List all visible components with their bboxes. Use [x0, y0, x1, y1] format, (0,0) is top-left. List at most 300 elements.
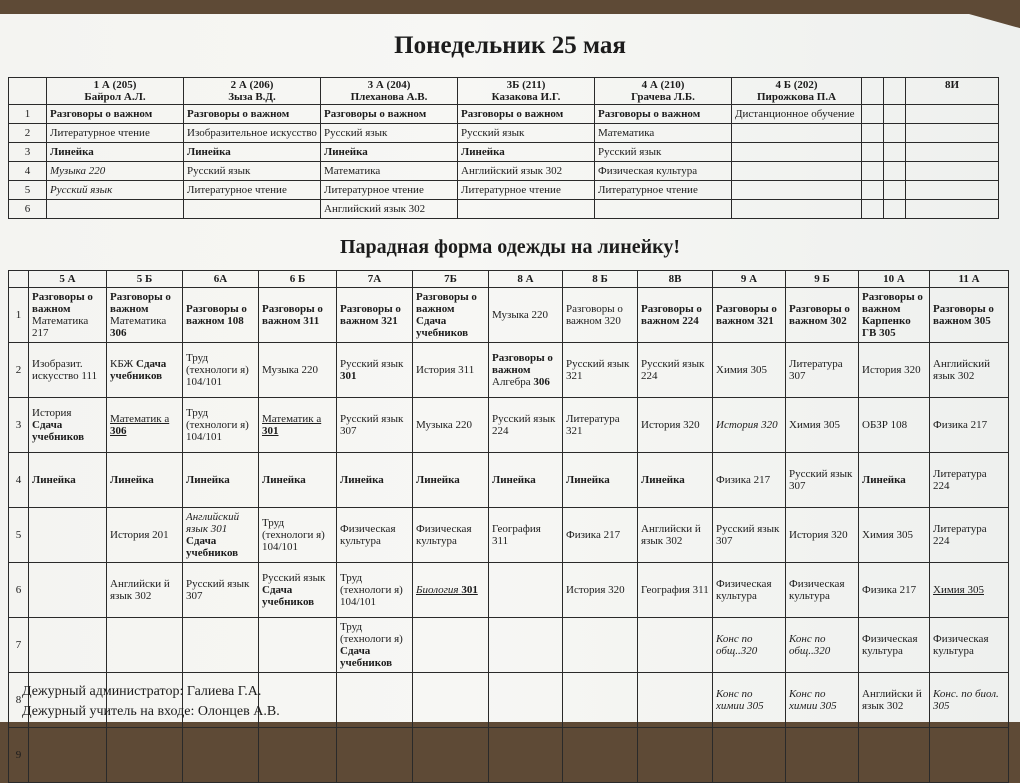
lesson-cell — [489, 728, 563, 783]
lesson-number: 2 — [9, 124, 47, 143]
lesson-cell — [884, 200, 906, 219]
lesson-cell — [930, 618, 1009, 673]
lesson-cell: Музыка 220 — [47, 162, 184, 181]
lesson-text: Линейка — [641, 474, 685, 486]
lesson-cell — [862, 124, 884, 143]
primary-schedule-table — [8, 77, 999, 219]
lesson-cell — [337, 728, 413, 783]
lesson-cell — [906, 105, 999, 124]
lesson-text: Линейка — [566, 474, 610, 486]
class-header-cell: 10 А — [859, 271, 930, 288]
lesson-cell: Разговоры о важном — [47, 105, 184, 124]
lesson-cell — [862, 105, 884, 124]
lesson-text: Физическая культура — [340, 523, 396, 547]
lesson-cell: Математика — [595, 124, 732, 143]
lesson-text: Русский язык 224 — [641, 358, 705, 382]
lesson-cell — [862, 143, 884, 162]
class-name: 3 А (204) — [367, 79, 411, 91]
lesson-cell: Литературное чтение — [321, 181, 458, 200]
lesson-cell: Русский язык — [321, 124, 458, 143]
lesson-cell — [29, 728, 107, 783]
lesson-cell — [595, 200, 732, 219]
lesson-text: Разговоры о важном — [262, 303, 323, 327]
class-name: 3Б (211) — [506, 79, 546, 91]
lesson-cell — [184, 200, 321, 219]
lesson-cell — [563, 728, 638, 783]
lesson-text: Физическая культура — [862, 633, 918, 657]
lesson-text: Английски й язык 302 — [641, 523, 701, 547]
lesson-cell: Физическая культура — [595, 162, 732, 181]
lesson-text: Русский язык 307 — [789, 468, 853, 492]
lesson-cell — [859, 618, 930, 673]
lesson-text: Линейка — [340, 474, 384, 486]
lesson-cell — [884, 143, 906, 162]
lesson-cell: Литературное чтение — [458, 181, 595, 200]
lesson-number: 9 — [9, 728, 29, 783]
lesson-text: 301 — [262, 425, 279, 437]
lesson-cell: Линейка — [321, 143, 458, 162]
lesson-text: Русский язык 307 — [340, 413, 404, 437]
lesson-cell — [413, 508, 489, 563]
lesson-text: Труд (технологи я) — [340, 621, 403, 645]
lesson-cell — [859, 673, 930, 728]
lesson-cell: Литературное чтение — [595, 181, 732, 200]
lesson-text: Английский язык 302 — [933, 358, 991, 382]
lesson-cell — [713, 728, 786, 783]
corner-cell — [9, 78, 47, 105]
lesson-text: Математик а — [110, 413, 170, 425]
lesson-cell — [638, 508, 713, 563]
lesson-cell — [337, 563, 413, 618]
lesson-cell: Русский язык — [184, 162, 321, 181]
lesson-text: История 320 — [566, 584, 625, 596]
lesson-text: 311 — [303, 315, 320, 327]
lesson-cell — [563, 673, 638, 728]
lesson-number: 5 — [9, 508, 29, 563]
lesson-cell: Разговоры о важном — [458, 105, 595, 124]
class-header-cell — [321, 78, 458, 105]
lesson-text: Русский язык 321 — [566, 358, 630, 382]
lesson-number: 2 — [9, 343, 29, 398]
lesson-cell: Английский язык 302 — [458, 162, 595, 181]
class-header-cell: 7А — [337, 271, 413, 288]
lesson-text: История 320 — [862, 364, 921, 376]
lesson-cell — [930, 508, 1009, 563]
lesson-text: Английский язык 301 — [186, 511, 240, 535]
lesson-text: Химия 305 — [862, 529, 913, 541]
class-name: 2 А (206) — [230, 79, 274, 91]
lesson-cell — [859, 453, 930, 508]
lesson-cell — [337, 508, 413, 563]
lesson-cell — [930, 453, 1009, 508]
table-row — [9, 618, 1009, 673]
lesson-text: Литература 224 — [933, 523, 987, 547]
lesson-text: Сдача учебников — [340, 645, 393, 669]
lesson-text: Сдача учебников — [110, 358, 167, 382]
lesson-text: Литература 224 — [933, 468, 987, 492]
lesson-cell — [713, 618, 786, 673]
lesson-cell — [29, 453, 107, 508]
duty-administrator: Дежурный администратор: Галиева Г.А. — [22, 684, 262, 699]
lesson-text: Конс по химии 305 — [789, 688, 837, 712]
lesson-text: Разговоры о важном — [492, 352, 553, 376]
lesson-cell — [413, 618, 489, 673]
lesson-cell — [884, 181, 906, 200]
lesson-text: Литература 307 — [789, 358, 843, 382]
lesson-cell — [859, 508, 930, 563]
lesson-cell — [29, 398, 107, 453]
lesson-cell — [337, 453, 413, 508]
lesson-cell — [859, 288, 930, 343]
class-header-cell: 6 Б — [259, 271, 337, 288]
class-header-cell — [47, 78, 184, 105]
lesson-text: История 311 — [416, 364, 475, 376]
class-header-cell — [732, 78, 862, 105]
lesson-text: Литература 321 — [566, 413, 620, 437]
table2-header-row — [9, 271, 1009, 288]
lesson-text: Математик а — [262, 413, 322, 425]
lesson-cell: Дистанционное обучение — [732, 105, 862, 124]
lesson-cell — [259, 288, 337, 343]
lesson-cell — [489, 453, 563, 508]
class-header-cell: 8 Б — [563, 271, 638, 288]
lesson-cell — [413, 453, 489, 508]
lesson-number: 3 — [9, 143, 47, 162]
lesson-cell — [906, 162, 999, 181]
lesson-cell — [732, 124, 862, 143]
lesson-cell — [638, 618, 713, 673]
lesson-cell: Русский язык — [458, 124, 595, 143]
table-row — [9, 288, 1009, 343]
lesson-cell — [489, 508, 563, 563]
lesson-cell — [29, 288, 107, 343]
lesson-cell — [29, 343, 107, 398]
lesson-text: Английски й язык 302 — [862, 688, 922, 712]
lesson-cell — [786, 673, 859, 728]
lesson-text: Разговоры о важном — [186, 303, 247, 327]
lesson-cell — [859, 398, 930, 453]
lesson-number: 1 — [9, 105, 47, 124]
class-header-cell — [906, 78, 999, 105]
lesson-cell — [183, 453, 259, 508]
lesson-text: Разговоры о важном 224 — [641, 303, 702, 327]
lesson-number: 3 — [9, 398, 29, 453]
lesson-cell — [259, 618, 337, 673]
lesson-cell — [563, 508, 638, 563]
lesson-cell: Литературное чтение — [47, 124, 184, 143]
lesson-cell — [337, 343, 413, 398]
class-teacher: Пирожкова П.А — [756, 91, 837, 103]
lesson-cell — [930, 673, 1009, 728]
lesson-cell — [859, 728, 930, 783]
lesson-cell — [563, 398, 638, 453]
lesson-text: Русский язык 224 — [492, 413, 556, 437]
lesson-text: Русский язык — [262, 572, 326, 584]
class-header-cell — [458, 78, 595, 105]
class-header-cell — [884, 78, 906, 105]
lesson-text: Труд (технологи я) 104/101 — [186, 407, 249, 443]
lesson-cell — [183, 398, 259, 453]
lesson-cell — [906, 143, 999, 162]
lesson-text: Физика 217 — [862, 584, 917, 596]
lesson-text: География 311 — [641, 584, 709, 596]
class-header-cell: 8 А — [489, 271, 563, 288]
lesson-number: 1 — [9, 288, 29, 343]
table1-header-row — [9, 78, 999, 105]
lesson-text: Физика 217 — [933, 419, 988, 431]
lesson-text: Русский язык 307 — [186, 578, 250, 602]
lesson-text: Химия 305 — [716, 364, 767, 376]
lesson-cell — [183, 343, 259, 398]
table-row — [9, 508, 1009, 563]
lesson-text: История 320 — [716, 419, 778, 431]
lesson-cell — [259, 563, 337, 618]
lesson-cell — [259, 398, 337, 453]
lesson-cell: Русский язык — [595, 143, 732, 162]
lesson-text: Труд (технологи я) 104/101 — [186, 352, 249, 388]
lesson-text: История — [32, 407, 72, 419]
lesson-cell — [713, 288, 786, 343]
lesson-text: Разговоры о важном 321 — [716, 303, 777, 327]
lesson-cell — [713, 563, 786, 618]
dress-code-note: Парадная форма одежды на линейку! — [339, 236, 681, 258]
table-row — [9, 181, 999, 200]
lesson-text: Химия 305 — [789, 419, 840, 431]
lesson-cell — [183, 288, 259, 343]
class-teacher: Байрол А.Л. — [84, 91, 146, 103]
lesson-cell — [107, 288, 183, 343]
lesson-cell: Русский язык — [47, 181, 184, 200]
lesson-cell — [786, 398, 859, 453]
lesson-cell — [732, 143, 862, 162]
lesson-cell — [906, 181, 999, 200]
table-row — [9, 453, 1009, 508]
table-row — [9, 200, 999, 219]
lesson-cell — [786, 453, 859, 508]
lesson-text: Конс по общ..320 — [716, 633, 758, 657]
lesson-cell — [563, 453, 638, 508]
lesson-cell — [337, 398, 413, 453]
lesson-cell — [563, 618, 638, 673]
lesson-cell — [413, 343, 489, 398]
class-name: 1 А (205) — [93, 79, 137, 91]
lesson-text: Линейка — [262, 474, 306, 486]
lesson-text: История 201 — [110, 529, 169, 541]
lesson-cell — [489, 288, 563, 343]
lesson-cell — [29, 563, 107, 618]
lesson-text: Физическая культура — [416, 523, 472, 547]
class-header-cell: 5 А — [29, 271, 107, 288]
lesson-text: Алгебра — [492, 376, 534, 388]
lesson-text: Физическая культура — [716, 578, 772, 602]
lesson-text: Разговоры о важном 320 — [566, 303, 623, 327]
lesson-cell — [413, 728, 489, 783]
lesson-number: 4 — [9, 162, 47, 181]
lesson-text: Биология — [416, 584, 462, 596]
lesson-text: Линейка — [416, 474, 460, 486]
lesson-cell — [183, 508, 259, 563]
lesson-cell — [337, 618, 413, 673]
lesson-text: Разговоры о важном — [110, 291, 171, 315]
lesson-text: 301 — [340, 370, 357, 382]
class-header-cell: 11 А — [930, 271, 1009, 288]
table-row — [9, 143, 999, 162]
lesson-cell — [413, 673, 489, 728]
lesson-cell — [563, 563, 638, 618]
lesson-cell — [786, 288, 859, 343]
lesson-cell — [638, 453, 713, 508]
lesson-cell — [930, 343, 1009, 398]
lesson-cell — [259, 508, 337, 563]
lesson-cell: Линейка — [184, 143, 321, 162]
class-header-cell: 7Б — [413, 271, 489, 288]
lesson-cell: Разговоры о важном — [184, 105, 321, 124]
lesson-cell: Линейка — [47, 143, 184, 162]
lesson-text: 306 — [110, 327, 127, 339]
lesson-cell: Изобразительное искусство — [184, 124, 321, 143]
class-header-cell: 9 Б — [786, 271, 859, 288]
class-header-cell: 8В — [638, 271, 713, 288]
page-title: Понедельник 25 мая — [394, 32, 626, 59]
lesson-text: ОБЗР 108 — [862, 419, 908, 431]
lesson-cell — [930, 398, 1009, 453]
lesson-number: 8 — [9, 673, 29, 728]
lesson-cell — [413, 563, 489, 618]
lesson-cell — [107, 563, 183, 618]
lesson-text: Труд (технологи я) 104/101 — [262, 517, 325, 553]
lesson-text: Музыка 220 — [492, 309, 549, 321]
lesson-text: Линейка — [186, 474, 230, 486]
lesson-text: Труд (технологи я) 104/101 — [340, 572, 403, 608]
lesson-cell — [884, 162, 906, 181]
lesson-cell — [107, 618, 183, 673]
lesson-cell — [107, 398, 183, 453]
lesson-cell — [638, 673, 713, 728]
lesson-cell — [259, 343, 337, 398]
table-row — [9, 162, 999, 181]
lesson-cell: Литературное чтение — [184, 181, 321, 200]
lesson-text: Конс. по биол. 305 — [933, 688, 999, 712]
lesson-cell — [563, 343, 638, 398]
lesson-cell — [732, 200, 862, 219]
lesson-cell — [906, 200, 999, 219]
duty-teacher: Дежурный учитель на входе: Олонцев А.В. — [22, 704, 280, 719]
lesson-cell — [638, 343, 713, 398]
lesson-cell — [489, 398, 563, 453]
lesson-text: История 320 — [641, 419, 700, 431]
lesson-cell — [183, 563, 259, 618]
lesson-cell — [862, 181, 884, 200]
lesson-cell — [930, 728, 1009, 783]
lesson-cell — [638, 563, 713, 618]
lesson-text: Химия 305 — [933, 584, 984, 596]
lesson-cell: Математика — [321, 162, 458, 181]
lesson-number: 5 — [9, 181, 47, 200]
class-name: 4 А (210) — [641, 79, 685, 91]
lesson-cell — [107, 728, 183, 783]
lesson-cell — [862, 200, 884, 219]
corner-cell — [9, 271, 29, 288]
lesson-text: Линейка — [492, 474, 536, 486]
lesson-cell — [29, 508, 107, 563]
lesson-text: Физика 217 — [566, 529, 621, 541]
lesson-number: 6 — [9, 563, 29, 618]
class-teacher: Плеханова А.В. — [350, 91, 428, 103]
lesson-text: Русский язык 307 — [716, 523, 780, 547]
lesson-cell — [786, 728, 859, 783]
lesson-cell — [786, 508, 859, 563]
class-header-cell — [862, 78, 884, 105]
lesson-text: Русский язык — [340, 358, 404, 370]
class-teacher: Грачева Л.Б. — [631, 91, 695, 103]
lesson-cell — [489, 563, 563, 618]
lesson-text: Физическая культура — [933, 633, 989, 657]
lesson-cell — [563, 288, 638, 343]
lesson-cell — [732, 181, 862, 200]
lesson-cell — [859, 563, 930, 618]
lesson-text: Сдача учебников — [262, 584, 315, 608]
lesson-text: Сдача учебников — [186, 535, 239, 559]
lesson-cell — [29, 618, 107, 673]
lesson-text: Музыка 220 — [262, 364, 319, 376]
lesson-cell — [413, 288, 489, 343]
lesson-text: Линейка — [32, 474, 76, 486]
class-teacher: Зыза В.Д. — [228, 91, 276, 103]
lesson-text: 306 — [533, 376, 550, 388]
lesson-cell — [859, 343, 930, 398]
lesson-text: Физическая культура — [789, 578, 845, 602]
lesson-text: История 320 — [789, 529, 848, 541]
lesson-text: 301 — [461, 584, 478, 596]
lesson-cell — [713, 673, 786, 728]
lesson-cell — [732, 162, 862, 181]
lesson-text: Линейка — [110, 474, 154, 486]
lesson-cell — [47, 200, 184, 219]
lesson-cell — [107, 453, 183, 508]
class-teacher: Казакова И.Г. — [491, 91, 561, 103]
lesson-text: Разговоры о важном 305 — [933, 303, 994, 327]
lesson-text: Разговоры о важном Карпенко ГВ 305 — [862, 291, 923, 339]
lesson-cell — [906, 124, 999, 143]
lesson-cell — [713, 398, 786, 453]
lesson-text: Конс по общ..320 — [789, 633, 831, 657]
lesson-text: Музыка 220 — [416, 419, 473, 431]
table-row — [9, 563, 1009, 618]
lesson-cell — [884, 124, 906, 143]
table-row — [9, 728, 1009, 783]
lesson-number: 7 — [9, 618, 29, 673]
lesson-text: Математика 217 — [32, 315, 89, 339]
lesson-cell — [458, 200, 595, 219]
class-name: 8И — [944, 79, 960, 91]
class-header-cell — [595, 78, 732, 105]
lesson-text: 321 — [381, 315, 398, 327]
lesson-cell — [107, 508, 183, 563]
table-row — [9, 398, 1009, 453]
lesson-text: Физика 217 — [716, 474, 771, 486]
lesson-cell — [489, 618, 563, 673]
lesson-cell — [183, 728, 259, 783]
lesson-text: Изобразит. искусство 111 — [32, 358, 98, 382]
lesson-text: Линейка — [862, 474, 906, 486]
lesson-cell — [786, 563, 859, 618]
lesson-cell — [489, 343, 563, 398]
lesson-cell — [638, 288, 713, 343]
lesson-cell — [259, 728, 337, 783]
lesson-text: Английски й язык 302 — [110, 578, 170, 602]
lesson-cell — [786, 343, 859, 398]
lesson-cell — [183, 618, 259, 673]
